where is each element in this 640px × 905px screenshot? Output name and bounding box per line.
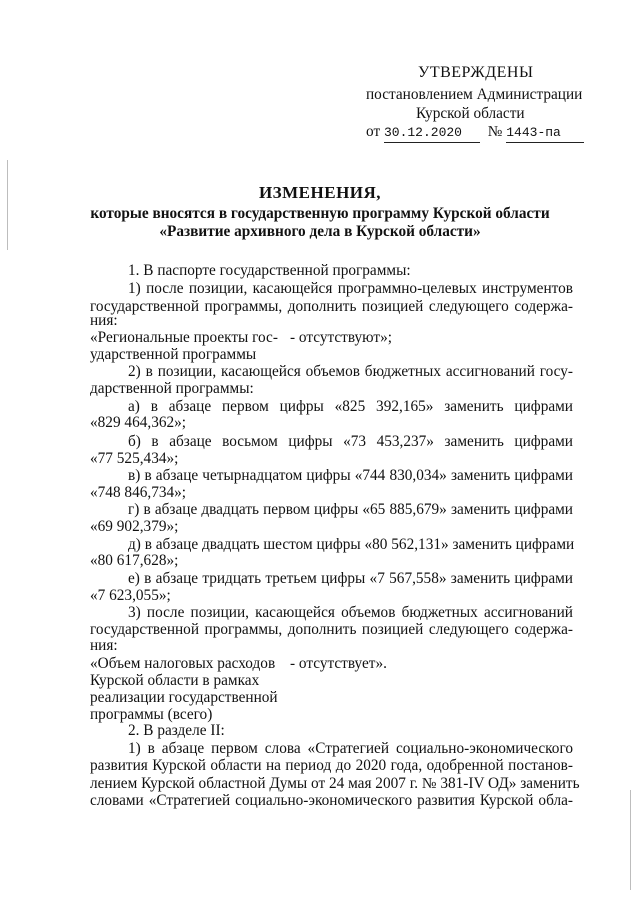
list-item-f: е) в абзаце тридцать третьем цифры «7 567,558» заменить цифрами [128, 570, 573, 587]
text-line: 3) после позиции, касающейся объемов бюджетных ассигнований [128, 604, 573, 621]
scan-edge-line [630, 790, 631, 890]
table-cell-label: «Объем налоговых расходов [90, 655, 276, 672]
list-item-e: д) в абзаце двадцать шестом цифры «80 562,131» заменить цифрами [128, 536, 575, 553]
list-item-d: г) в абзаце двадцать первом цифры «65 885,679» заменить цифрами [128, 501, 573, 518]
document-subtitle-1: которые вносятся в государственную программу Курской области [90, 205, 550, 222]
approval-line-2: Курской области [416, 105, 525, 122]
text-line: 2) в позиции, касающейся объемов бюджетных ассигнований госу- [128, 363, 573, 380]
table-cell-label: программы (всего) [90, 706, 213, 723]
approval-date-value: 30.12.2020 [383, 125, 462, 140]
text-line: «829 464,362»; [90, 414, 187, 431]
text-line: развития Курской области на период до 2020 года, одобренной постанов- [90, 757, 573, 774]
list-item-a: а) в абзаце первом цифры «825 392,165» заменить цифрами [128, 398, 573, 415]
text-line: «77 525,434»; [90, 450, 179, 467]
table-cell-label: реализации государственной [90, 689, 278, 706]
text-line: 1) в абзаце первом слова «Стратегией социально-экономического [128, 740, 573, 757]
paragraph-2-heading: 2. В разделе II: [128, 722, 225, 739]
text-line: лением Курской областной Думы от 24 мая 2007 г. № 381-IV ОД» заменить [90, 775, 580, 792]
number-prefix: № [487, 123, 503, 140]
text-line: ния: [90, 312, 118, 329]
table-cell-label: ударственной программы [90, 346, 257, 363]
approval-number-value: 1443-па [506, 125, 561, 140]
text-line: дарственной программы: [90, 380, 254, 397]
document-title: ИЗМЕНЕНИЯ, [258, 183, 382, 202]
paragraph-1-heading: 1. В паспорте государственной программы: [128, 262, 411, 279]
table-cell-label: Курской области в рамках [90, 672, 260, 689]
date-prefix: от [366, 123, 381, 140]
approval-line-1: постановлением Администрации [366, 86, 583, 103]
document-subtitle-2: «Развитие архивного дела в Курской области» [159, 223, 481, 240]
approval-title: УТВЕРЖДЕНЫ [418, 64, 534, 81]
approval-date-row [366, 123, 584, 143]
text-line: 1) после позиции, касающейся программно-целевых инструментов [128, 280, 573, 297]
text-line: государственной программы, дополнить позицией следующего содержа- [90, 621, 573, 638]
text-line: «7 623,055»; [90, 587, 171, 604]
text-line: государственной программы, дополнить позицией следующего содержа- [90, 298, 573, 315]
text-line: «80 617,628»; [90, 552, 179, 569]
text-line: «748 846,734»; [90, 484, 187, 501]
table-cell-value: - отсутствует». [290, 655, 387, 672]
approval-number [506, 124, 584, 143]
text-line: «69 902,379»; [90, 518, 179, 535]
table-cell-label: «Региональные проекты гос- [90, 329, 278, 346]
list-item-b: б) в абзаце восьмом цифры «73 453,237» заменить цифрами [128, 433, 573, 450]
table-cell-value: - отсутствуют»; [290, 329, 392, 346]
approval-date [384, 124, 480, 143]
list-item-c: в) в абзаце четырнадцатом цифры «744 830,034» заменить цифрами [128, 467, 573, 484]
text-line: ния: [90, 637, 118, 654]
text-line: словами «Стратегией социально-экономического развития Курской обла- [90, 792, 573, 809]
